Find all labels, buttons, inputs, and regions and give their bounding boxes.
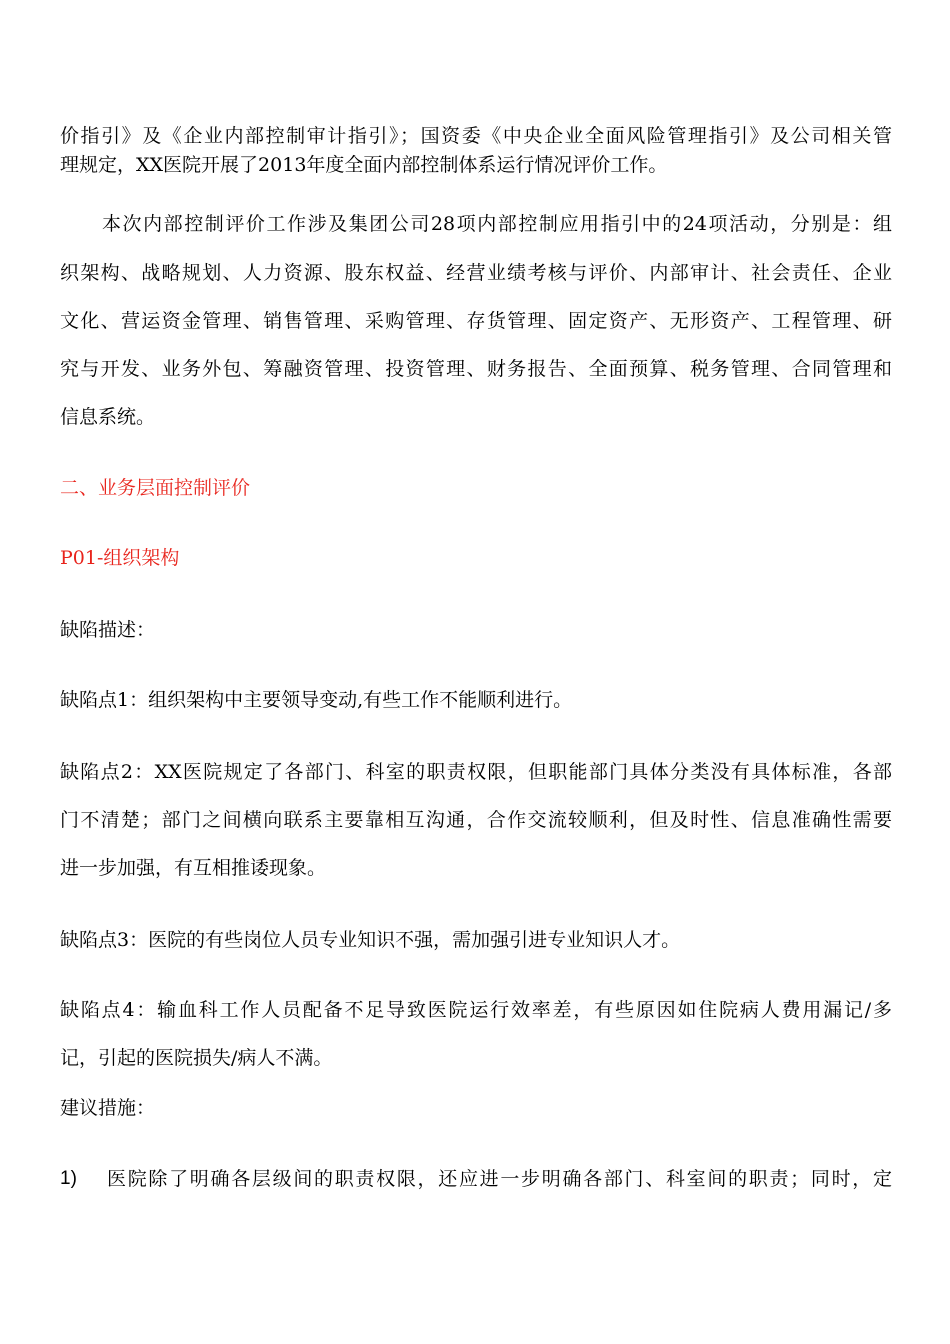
suggestion-label: 建议措施： <box>60 1097 156 1119</box>
scope-line-5: 信息系统。 <box>60 406 156 428</box>
defect-point-2-line-1: 缺陷点2：XX医院规定了各部门、科室的职责权限，但职能部门具体分类没有具体标准，各部 <box>60 761 892 783</box>
scope-line-1: 本次内部控制评价工作涉及集团公司28项内部控制应用指引中的24项活动，分别是：组 <box>102 213 892 235</box>
section-heading: 二、业务层面控制评价 <box>60 477 251 499</box>
defect-point-1: 缺陷点1：组织架构中主要领导变动,有些工作不能顺利进行。 <box>60 689 573 711</box>
defect-point-3: 缺陷点3：医院的有些岗位人员专业知识不强，需加强引进专业知识人才。 <box>60 929 681 951</box>
subsection-heading: P01-组织架构 <box>60 547 180 569</box>
scope-line-4: 究与开发、业务外包、筹融资管理、投资管理、财务报告、全面预算、税务管理、合同管理和 <box>60 358 892 380</box>
defect-description-label: 缺陷描述： <box>60 619 156 641</box>
defect-point-4-line-1: 缺陷点4：输血科工作人员配备不足导致医院运行效率差，有些原因如住院病人费用漏记/多 <box>60 999 892 1021</box>
defect-point-2-line-2: 门不清楚；部门之间横向联系主要靠相互沟通，合作交流较顺利，但及时性、信息准确性需要 <box>60 809 892 831</box>
defect-point-2-line-3: 进一步加强，有互相推诿现象。 <box>60 857 327 879</box>
scope-line-3: 文化、营运资金管理、销售管理、采购管理、存货管理、固定资产、无形资产、工程管理、研 <box>60 310 892 332</box>
intro-line-1: 价指引》及《企业内部控制审计指引》；国资委《中央企业全面风险管理指引》及公司相关管 <box>60 125 892 147</box>
scope-line-2: 织架构、战略规划、人力资源、股东权益、经营业绩考核与评价、内部审计、社会责任、企业 <box>60 262 892 284</box>
intro-line-2: 理规定，XX医院开展了2013年度全面内部控制体系运行情况评价工作。 <box>60 154 668 176</box>
suggestion-1-text: 医院除了明确各层级间的职责权限，还应进一步明确各部门、科室间的职责；同时，定 <box>107 1168 892 1190</box>
defect-point-4-line-2: 记，引起的医院损失/病人不满。 <box>60 1047 333 1069</box>
suggestion-1-number: 1) <box>60 1168 77 1189</box>
